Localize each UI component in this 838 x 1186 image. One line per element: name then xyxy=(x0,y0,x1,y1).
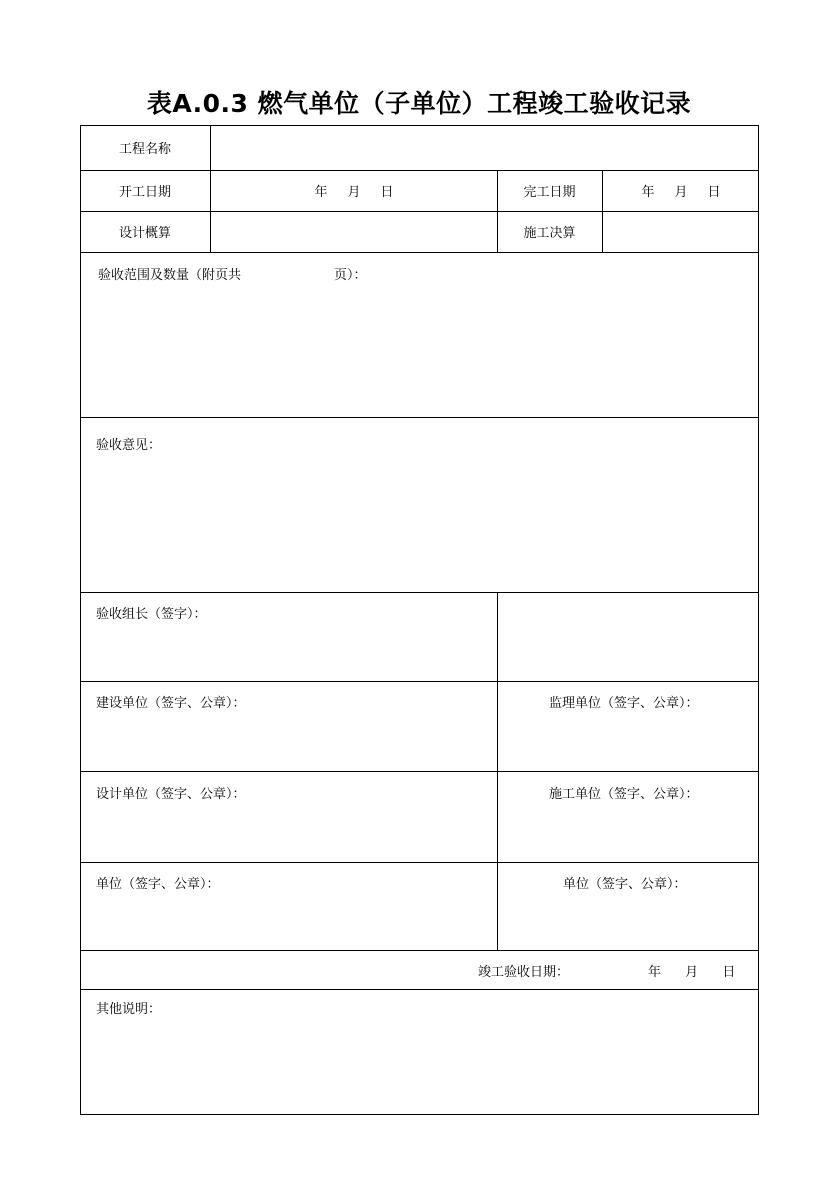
row-divider xyxy=(80,771,759,772)
design-budget-field[interactable] xyxy=(211,212,497,252)
row-divider xyxy=(80,862,759,863)
acceptance-date-field[interactable] xyxy=(648,961,735,980)
row-divider xyxy=(80,989,759,990)
acceptance-date-label: 竣工验收日期： xyxy=(478,965,570,980)
column-divider xyxy=(497,592,498,950)
row-divider xyxy=(80,681,759,682)
start-date-field[interactable] xyxy=(211,170,497,211)
scope-suffix: 页）： xyxy=(334,268,367,283)
row-divider xyxy=(80,592,759,593)
unit-signature-label-left: 单位（签字、公章）： xyxy=(96,877,220,892)
row-divider xyxy=(80,252,759,253)
row-divider xyxy=(80,950,759,951)
project-name-field[interactable] xyxy=(211,126,758,170)
day-unit: 日 xyxy=(707,185,721,200)
end-date-field[interactable] xyxy=(603,170,759,211)
day-unit: 日 xyxy=(380,185,394,200)
design-budget-label: 设计概算 xyxy=(118,226,171,241)
year-unit: 年 xyxy=(648,965,662,980)
project-name-label: 工程名称 xyxy=(118,142,171,157)
scope-label: 验收范围及数量（附页共 xyxy=(98,268,242,283)
builder-unit-signature-label: 施工单位（签字、公章）： xyxy=(549,787,699,802)
other-notes-label: 其他说明： xyxy=(96,1002,162,1017)
final-account-field[interactable] xyxy=(603,212,758,252)
construction-unit-signature-label: 建设单位（签字、公章）： xyxy=(96,696,246,711)
opinion-label: 验收意见： xyxy=(96,438,162,453)
design-unit-signature-label: 设计单位（签字、公章）： xyxy=(96,787,246,802)
day-unit: 日 xyxy=(722,965,736,980)
final-account-label: 施工决算 xyxy=(523,226,576,241)
year-unit: 年 xyxy=(314,185,328,200)
row-divider xyxy=(80,417,759,418)
end-date-label: 完工日期 xyxy=(523,185,576,200)
page-title: 表A.0.3 燃气单位（子单位）工程竣工验收记录 xyxy=(146,89,692,118)
month-unit: 月 xyxy=(674,185,688,200)
year-unit: 年 xyxy=(641,185,655,200)
month-unit: 月 xyxy=(685,965,699,980)
group-leader-signature-label: 验收组长（签字）： xyxy=(96,607,207,622)
start-date-label: 开工日期 xyxy=(118,185,171,200)
month-unit: 月 xyxy=(347,185,361,200)
supervision-unit-signature-label: 监理单位（签字、公章）： xyxy=(549,696,699,711)
unit-signature-label-right: 单位（签字、公章）： xyxy=(563,877,687,892)
